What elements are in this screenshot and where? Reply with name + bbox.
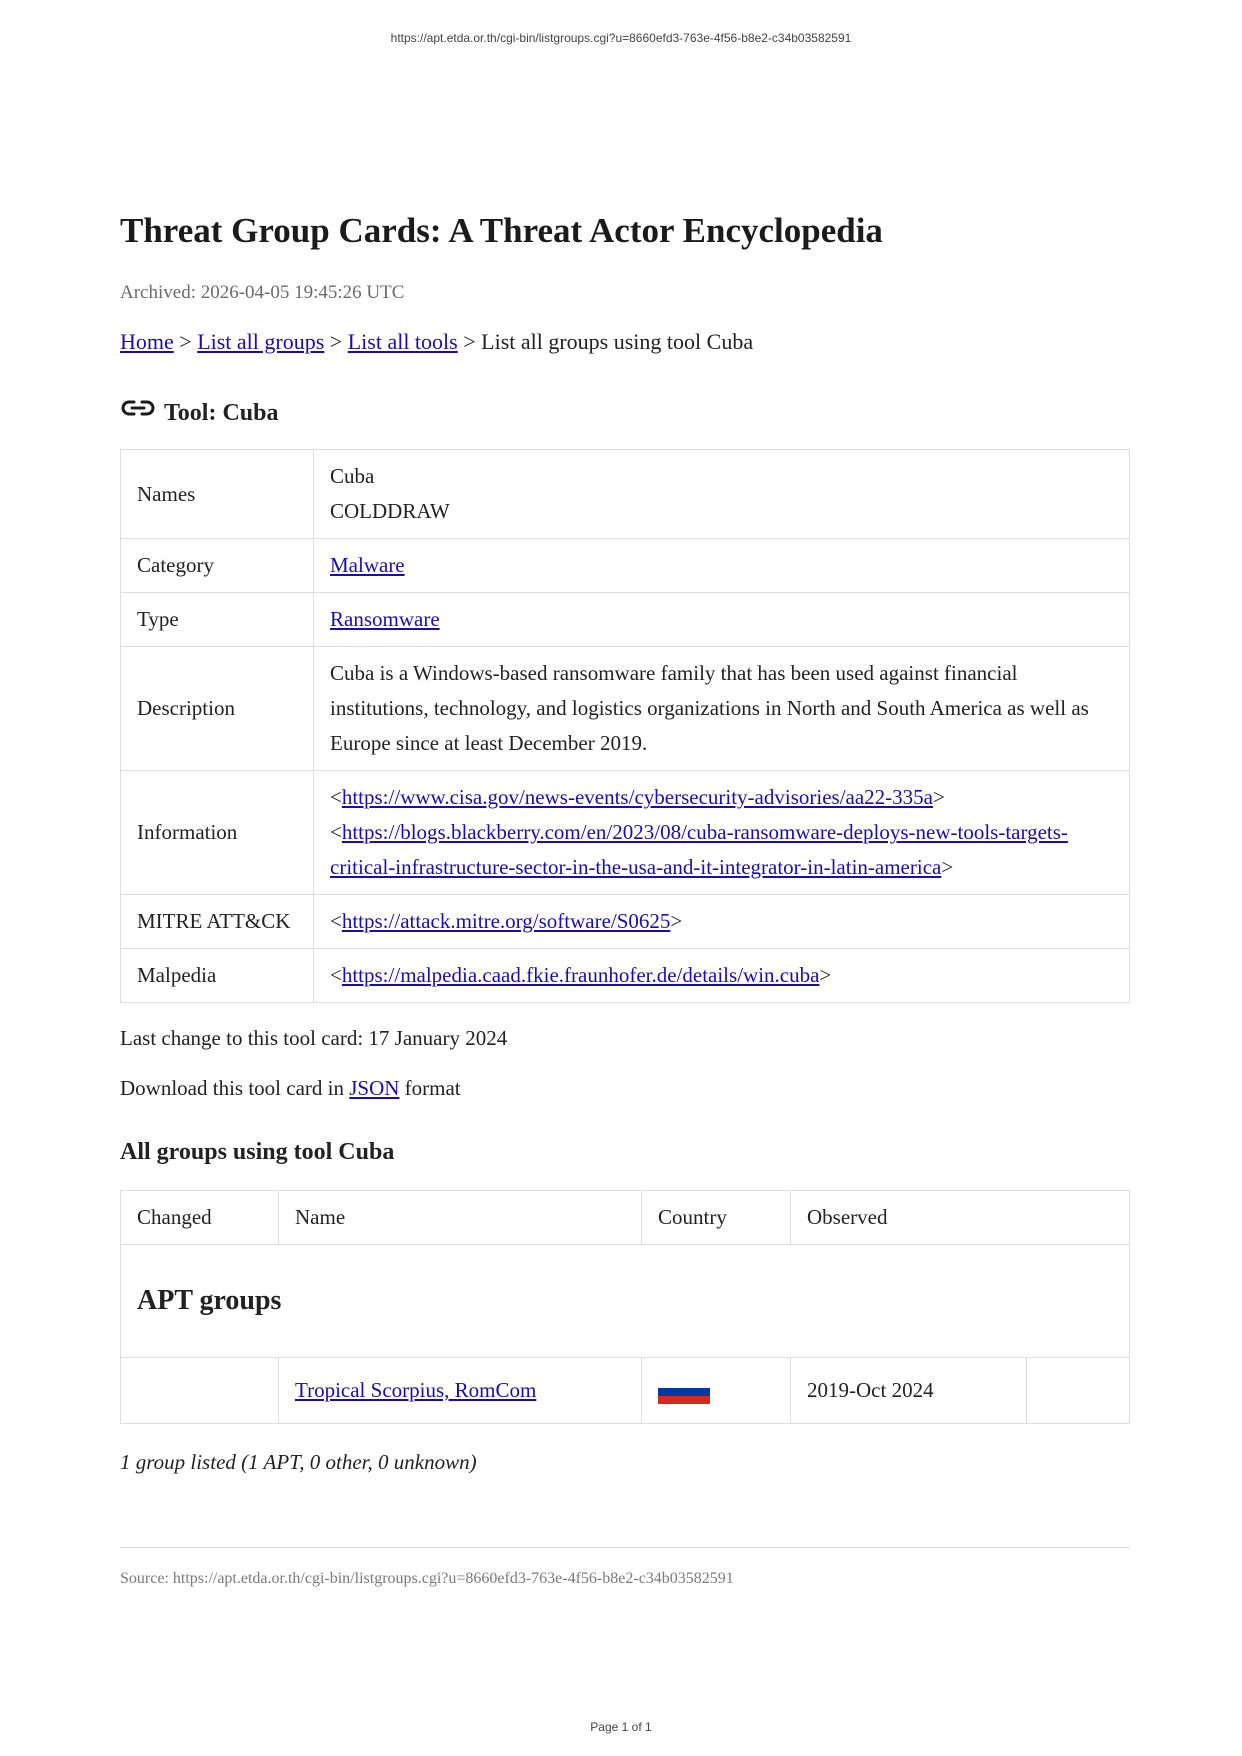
information-row — [121, 771, 1130, 895]
download-line — [120, 1076, 1130, 1101]
download-prefix: Download this tool card in — [120, 1076, 350, 1100]
breadcrumb-separator: > — [324, 329, 348, 354]
close-bracket: > — [941, 855, 954, 879]
close-bracket: > — [670, 909, 683, 933]
groups-table — [120, 1190, 1130, 1424]
print-header-url: https://apt.etda.or.th/cgi-bin/listgroups.cgi?u=8660efd3-763e-4f56-b8e2-c34b03582591 — [390, 31, 852, 45]
page-number: Page 1 of 1 — [590, 1720, 652, 1734]
breadcrumb-separator: > — [457, 329, 482, 354]
description-value: Cuba is a Windows-based ransomware family that has been used against financial institutions, technology, and logistics organizations in North and South America as well as Europe since at least December 2019. — [314, 647, 1130, 771]
close-bracket: > — [819, 963, 832, 987]
tool-info-table — [120, 449, 1130, 1003]
observed-cell: 2019-Oct 2024 — [791, 1358, 1027, 1424]
archived-timestamp: Archived: 2026-04-05 19:45:26 UTC — [120, 282, 405, 303]
apt-groups-label: APT groups — [121, 1245, 1130, 1358]
information-label: Information — [121, 771, 314, 895]
link-icon — [120, 399, 156, 417]
mitre-row — [121, 895, 1130, 949]
type-label: Type — [121, 593, 314, 647]
open-bracket: < — [330, 785, 342, 809]
open-bracket: < — [330, 963, 342, 987]
column-header-changed: Changed — [121, 1191, 279, 1245]
group-count-summary: 1 group listed (1 APT, 0 other, 0 unknown) — [120, 1450, 477, 1474]
tool-heading — [120, 393, 1130, 427]
last-change-text: Last change to this tool card: 17 January 2024 — [120, 1026, 508, 1050]
category-value — [314, 539, 1130, 593]
malpedia-value — [314, 949, 1130, 1003]
category-link[interactable]: Malware — [330, 553, 405, 577]
open-bracket: < — [330, 909, 342, 933]
changed-cell — [121, 1358, 279, 1424]
name-cell — [279, 1358, 642, 1424]
page-title: Threat Group Cards: A Threat Actor Encyclopedia — [120, 211, 883, 250]
mitre-value — [314, 895, 1130, 949]
country-cell — [642, 1358, 791, 1424]
open-bracket: < — [330, 820, 342, 844]
close-bracket: > — [932, 785, 945, 809]
group-name-link[interactable]: Tropical Scorpius, RomCom — [295, 1378, 537, 1402]
groups-section-heading: All groups using tool Cuba — [120, 1139, 395, 1165]
malpedia-link[interactable]: https://malpedia.caad.fkie.fraunhofer.de/details/win.cuba — [341, 963, 820, 987]
information-entry — [330, 815, 1113, 885]
breadcrumb-current: List all groups using tool Cuba — [481, 329, 754, 354]
breadcrumb-separator: > — [173, 329, 198, 354]
source-url: Source: https://apt.etda.or.th/cgi-bin/listgroups.cgi?u=8660efd3-763e-4f56-b8e2-c34b03582591 — [120, 1570, 734, 1587]
tool-name: Cuba — [330, 464, 375, 488]
names-row — [121, 450, 1130, 539]
json-download-link[interactable]: JSON — [349, 1076, 400, 1100]
malpedia-label: Malpedia — [121, 949, 314, 1003]
table-row — [121, 1358, 1130, 1424]
names-label: Names — [121, 450, 314, 539]
tool-alias: COLDDRAW — [330, 499, 450, 523]
description-row — [121, 647, 1130, 771]
blackberry-blog-link[interactable]: https://blogs.blackberry.com/en/2023/08/cuba-ransomware-deploys-new-tools-targets-critical-infrastructure-sector-in-the-usa-and-it-integrator-in-latin-america — [330, 820, 1068, 879]
divider — [120, 1547, 1130, 1548]
flag-stripe — [658, 1380, 710, 1388]
column-header-country: Country — [642, 1191, 791, 1245]
tool-heading-text: Tool: Cuba — [164, 400, 279, 426]
names-value — [314, 450, 1130, 539]
russia-flag-icon — [658, 1380, 710, 1404]
mitre-label: MITRE ATT&CK — [121, 895, 314, 949]
flag-stripe — [658, 1396, 710, 1404]
main-content — [120, 210, 1130, 1588]
information-value — [314, 771, 1130, 895]
empty-cell — [1027, 1358, 1130, 1424]
malpedia-row — [121, 949, 1130, 1003]
type-row — [121, 593, 1130, 647]
column-header-observed: Observed — [791, 1191, 1130, 1245]
groups-header-row — [121, 1191, 1130, 1245]
download-suffix: format — [399, 1076, 461, 1100]
description-label: Description — [121, 647, 314, 771]
breadcrumb-tools-link[interactable]: List all tools — [347, 329, 458, 354]
mitre-link[interactable]: https://attack.mitre.org/software/S0625 — [341, 909, 671, 933]
breadcrumb-home-link[interactable]: Home — [120, 329, 174, 354]
breadcrumb-groups-link[interactable]: List all groups — [197, 329, 325, 354]
cisa-advisory-link[interactable]: https://www.cisa.gov/news-events/cybersecurity-advisories/aa22-335a — [341, 785, 933, 809]
column-header-name: Name — [279, 1191, 642, 1245]
breadcrumb — [120, 329, 1130, 355]
flag-stripe — [658, 1388, 710, 1396]
type-value — [314, 593, 1130, 647]
type-link[interactable]: Ransomware — [330, 607, 440, 631]
category-row — [121, 539, 1130, 593]
apt-groups-row — [121, 1245, 1130, 1358]
category-label: Category — [121, 539, 314, 593]
information-entry — [330, 780, 1113, 815]
